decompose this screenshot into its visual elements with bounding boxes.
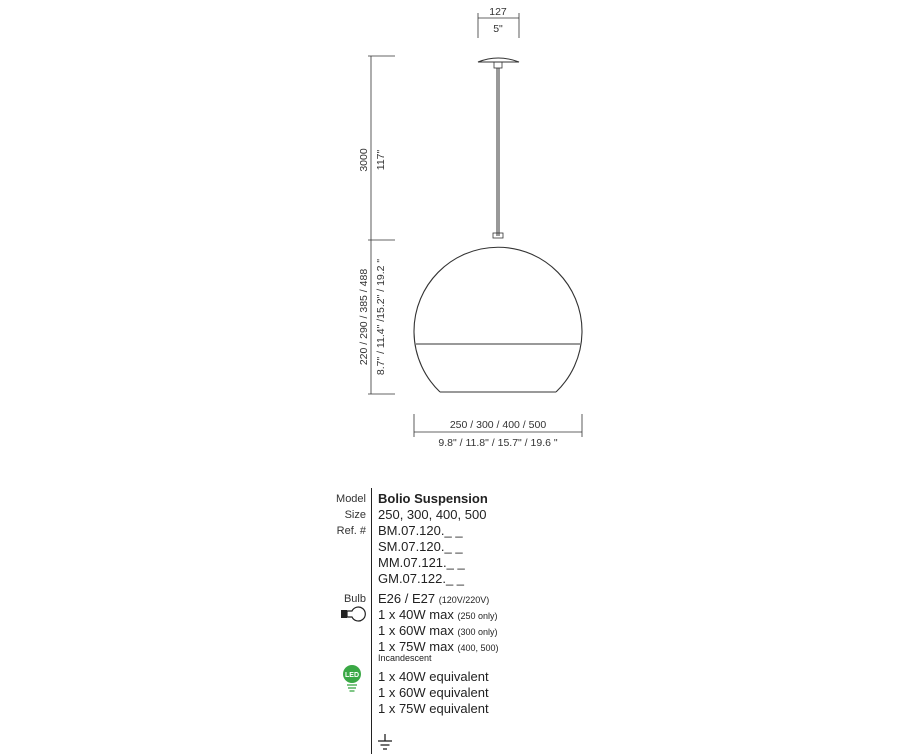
canopy-mm-label: 127	[489, 6, 507, 18]
led-badge-text: LED	[345, 672, 359, 679]
bulb-label: Bulb	[343, 593, 366, 605]
cable-in-label: 117"	[375, 149, 387, 171]
incandescent-bulb-icon	[340, 606, 366, 622]
led-bulb-icon	[340, 664, 364, 694]
incandescent-label: Incandescent	[378, 653, 432, 663]
width-mm-label: 250 / 300 / 400 / 500	[449, 419, 547, 431]
ref-label: Ref. #	[336, 525, 366, 537]
ref-number: BM.07.120._ _	[378, 523, 463, 538]
ref-number: SM.07.120._ _	[378, 539, 463, 554]
ref-number: MM.07.121._ _	[378, 555, 465, 570]
spec-divider	[371, 488, 372, 754]
height-mm-label: 220 / 290 / 385 / 488	[358, 268, 370, 366]
canopy-in-label: 5"	[493, 23, 503, 35]
incandescent-option: 1 x 75W max (400, 500)	[378, 639, 499, 654]
led-option: 1 x 40W equivalent	[378, 669, 489, 684]
ref-number: GM.07.122._ _	[378, 571, 465, 586]
incandescent-option: 1 x 60W max (300 only)	[378, 623, 498, 638]
height-in-label: 8.7" / 11.4" /15.2" / 19.2 "	[375, 258, 387, 376]
incandescent-option: 1 x 40W max (250 only)	[378, 607, 498, 622]
ground-symbol-icon	[377, 733, 393, 751]
bulb-base: E26 / E27 (120V/220V)	[378, 591, 490, 606]
model-value: Bolio Suspension	[378, 491, 488, 506]
size-value: 250, 300, 400, 500	[378, 507, 487, 522]
led-option: 1 x 60W equivalent	[378, 685, 489, 700]
led-option: 1 x 75W equivalent	[378, 701, 489, 716]
width-in-label: 9.8" / 11.8" / 15.7" / 19.6 "	[438, 437, 558, 449]
size-label: Size	[344, 509, 366, 521]
cable-mm-label: 3000	[358, 148, 370, 172]
model-label: Model	[336, 493, 366, 505]
